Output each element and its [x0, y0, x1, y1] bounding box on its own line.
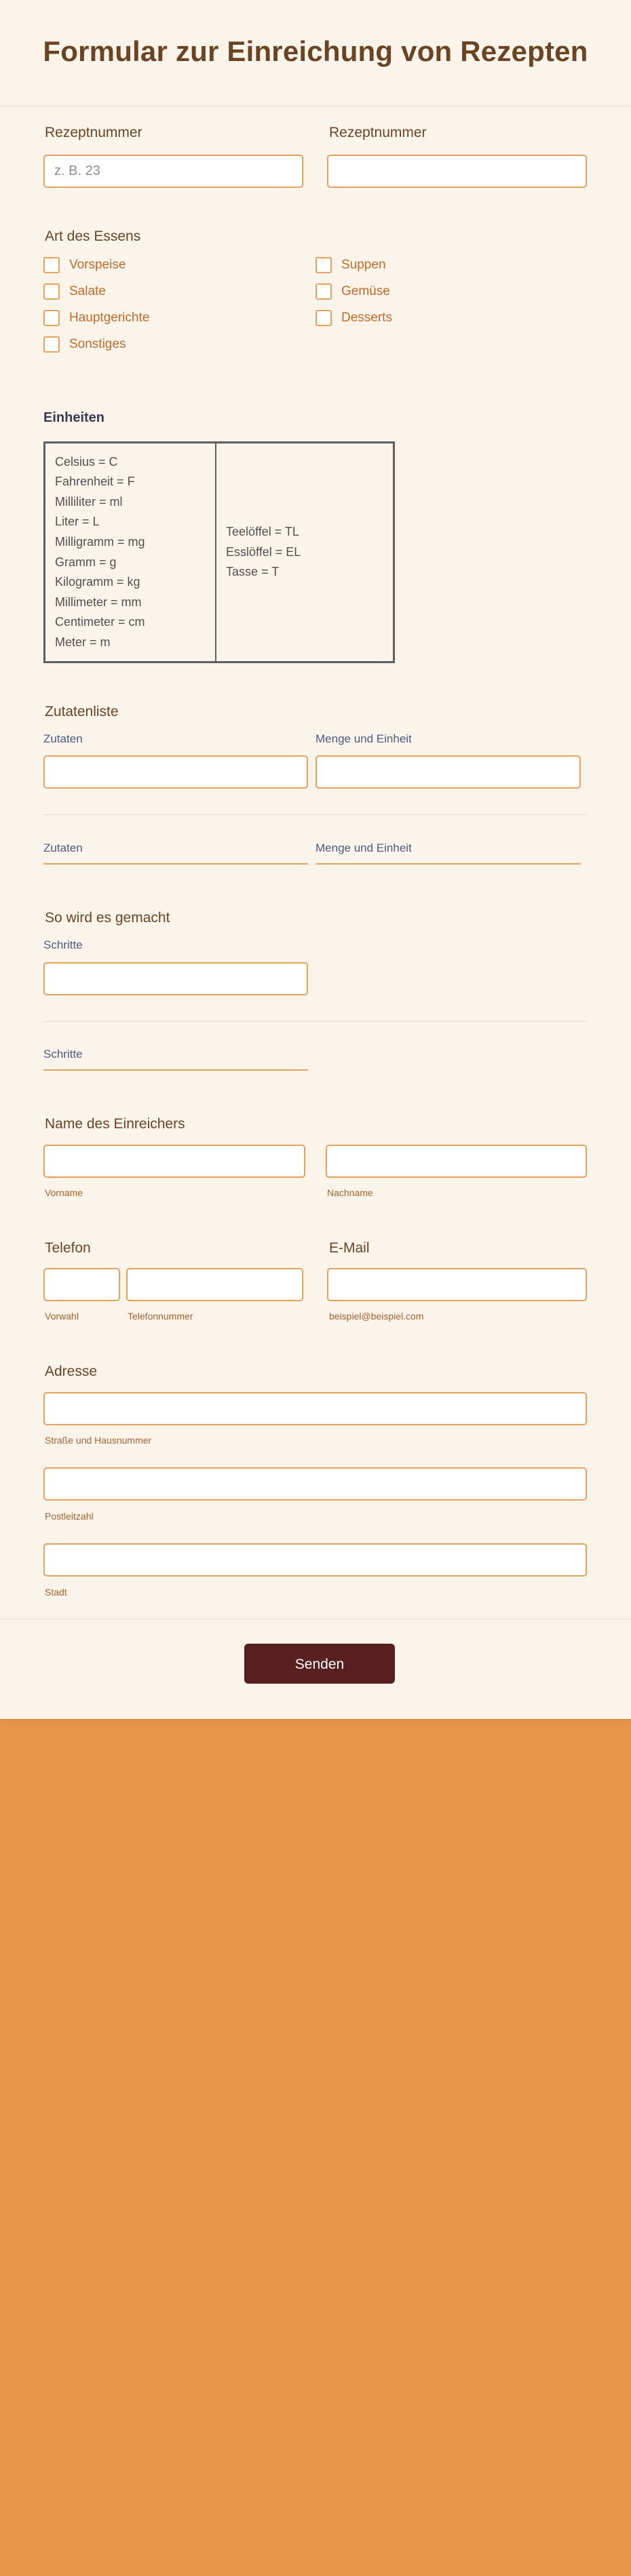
amount-row-2[interactable]: Menge und Einheit [316, 841, 581, 865]
unit-line: Celsius = C [55, 454, 118, 469]
units-column-metric [45, 443, 216, 661]
city-sublabel: Stadt [45, 1587, 67, 1598]
checkbox-label: Suppen [341, 258, 386, 272]
units-table [43, 441, 395, 663]
checkbox-desserts[interactable] [316, 310, 392, 326]
checkbox-salate[interactable] [43, 283, 106, 300]
row-divider [43, 814, 586, 815]
area-code-sublabel: Vorwahl [45, 1311, 79, 1322]
steps-row-2[interactable]: Schritte [43, 1048, 308, 1071]
phone-number-sublabel: Telefonnummer [128, 1311, 193, 1322]
checkbox-box[interactable] [316, 283, 332, 300]
checkbox-box[interactable] [43, 257, 60, 273]
unit-line: Fahrenheit = F [55, 475, 135, 489]
unit-line: Esslöffel = EL [226, 544, 301, 559]
checkbox-label: Salate [69, 284, 106, 298]
amount-input[interactable] [316, 755, 581, 789]
city-input[interactable] [43, 1543, 587, 1577]
unit-line: Tasse = T [226, 565, 280, 579]
amount-column-label: Menge und Einheit [316, 732, 412, 745]
ingredient-row-2[interactable]: Zutaten [43, 841, 308, 865]
address-label: Adresse [45, 1364, 98, 1379]
email-input[interactable] [327, 1268, 587, 1301]
checkbox-vorspeise[interactable] [43, 257, 126, 273]
checkbox-label: Sonstiges [69, 337, 126, 351]
checkbox-sonstiges[interactable] [43, 336, 126, 353]
checkbox-label: Vorspeise [69, 258, 126, 272]
submit-button[interactable]: Senden [244, 1644, 395, 1684]
checkbox-label: Desserts [341, 311, 392, 325]
checkbox-gemuese[interactable] [316, 283, 390, 300]
email-label: E-Mail [329, 1240, 370, 1256]
checkbox-hauptgerichte[interactable] [43, 310, 149, 326]
unit-line: Centimeter = cm [55, 615, 145, 629]
checkbox-box[interactable] [316, 310, 332, 326]
ingredients-label: Zutatenliste [45, 704, 119, 719]
units-column-kitchen [216, 443, 393, 661]
checkbox-box[interactable] [43, 310, 60, 326]
last-name-sublabel: Nachname [327, 1187, 373, 1198]
checkbox-box[interactable] [43, 283, 60, 300]
meal-type-label: Art des Essens [45, 229, 141, 244]
area-code-input[interactable] [43, 1268, 120, 1301]
ingredient-input[interactable] [43, 755, 308, 789]
ingredient-column-label: Zutaten [43, 732, 83, 745]
first-name-sublabel: Vorname [45, 1187, 83, 1198]
unit-line: Milliliter = ml [55, 494, 123, 509]
recipe-number-label-right: Rezeptnummer [329, 125, 427, 140]
recipe-number-input-right[interactable] [327, 155, 587, 188]
unit-line: Liter = L [55, 515, 100, 529]
unit-line: Teelöffel = TL [226, 525, 299, 539]
row-divider [43, 1021, 586, 1022]
recipe-number-input[interactable]: z. B. 23 [43, 155, 303, 188]
unit-line: Milligramm = mg [55, 534, 145, 549]
street-sublabel: Straße und Hausnummer [45, 1435, 152, 1446]
unit-line: Meter = m [55, 635, 111, 649]
units-heading: Einheiten [43, 410, 105, 425]
email-hint: beispiel@beispiel.com [329, 1311, 424, 1322]
steps-input[interactable] [43, 962, 308, 995]
zip-input[interactable] [43, 1467, 587, 1501]
steps-column-label: Schritte [43, 938, 83, 951]
steps-label: So wird es gemacht [45, 910, 170, 926]
page-title: Formular zur Einreichung von Rezepten [43, 35, 588, 67]
phone-label: Telefon [45, 1240, 91, 1256]
zip-sublabel: Postleitzahl [45, 1511, 94, 1522]
unit-line: Millimeter = mm [55, 595, 142, 609]
checkbox-box[interactable] [316, 257, 332, 273]
checkbox-label: Hauptgerichte [69, 311, 150, 325]
checkbox-box[interactable] [43, 336, 60, 353]
checkbox-label: Gemüse [341, 284, 390, 298]
recipe-number-label: Rezeptnummer [45, 125, 142, 140]
unit-line: Kilogramm = kg [55, 575, 140, 589]
first-name-input[interactable] [43, 1145, 305, 1178]
unit-line: Gramm = g [55, 555, 117, 569]
submitter-name-label: Name des Einreichers [45, 1116, 185, 1132]
last-name-input[interactable] [326, 1145, 587, 1178]
phone-number-input[interactable] [126, 1268, 303, 1301]
street-input[interactable] [43, 1392, 587, 1425]
checkbox-suppen[interactable] [316, 257, 386, 273]
